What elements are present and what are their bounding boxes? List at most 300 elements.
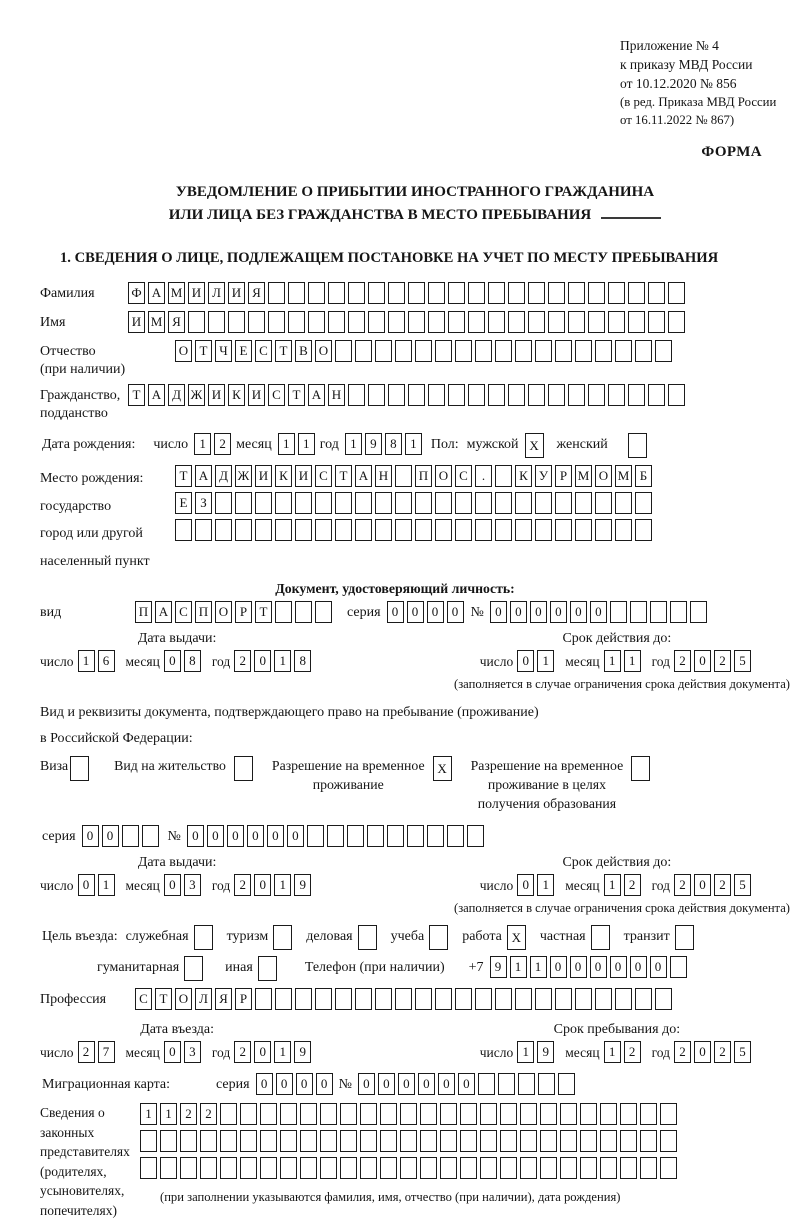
option-temp-residence-checkbox-cell[interactable]: X (433, 756, 452, 781)
surname-field-cell[interactable] (428, 282, 445, 304)
legal-reps-row1-cell[interactable] (440, 1103, 457, 1125)
legal-reps-row1-cell[interactable]: 1 (140, 1103, 157, 1125)
identity-issue-year-cell[interactable]: 2 (234, 650, 251, 672)
profession-field-cell[interactable] (615, 988, 632, 1010)
legal-reps-row3-cell[interactable] (300, 1157, 317, 1179)
residence-valid-month-cell[interactable]: 1 (604, 874, 621, 896)
doc-number-field-cell[interactable]: 0 (530, 601, 547, 623)
legal-reps-row2-cell[interactable] (440, 1130, 457, 1152)
birthplace-row2-cell[interactable] (475, 492, 492, 514)
birthplace-row3-cell[interactable] (575, 519, 592, 541)
entry-year-cell[interactable]: 2 (234, 1041, 251, 1063)
profession-field-cell[interactable]: Т (155, 988, 172, 1010)
doc-series-field-cell[interactable]: 0 (407, 601, 424, 623)
migration-series-field-cell[interactable]: 0 (316, 1073, 333, 1095)
name-field-cell[interactable] (588, 311, 605, 333)
option-visa-checkbox-cell[interactable] (70, 756, 89, 781)
identity-valid-day-cell[interactable]: 1 (537, 650, 554, 672)
surname-field-cell[interactable] (408, 282, 425, 304)
patronymic-field-cell[interactable]: Т (195, 340, 212, 362)
surname-field-cell[interactable] (488, 282, 505, 304)
profession-field-cell[interactable] (335, 988, 352, 1010)
birthplace-row2-cell[interactable] (255, 492, 272, 514)
surname-field-cell[interactable] (668, 282, 685, 304)
birthplace-row3-cell[interactable] (335, 519, 352, 541)
legal-reps-row3-cell[interactable] (180, 1157, 197, 1179)
identity-issue-month-cell[interactable]: 0 (164, 650, 181, 672)
patronymic-field-cell[interactable] (355, 340, 372, 362)
birthplace-row2-cell[interactable] (535, 492, 552, 514)
residence-number-field-cell[interactable]: 0 (267, 825, 284, 847)
doc-kind-field-cell[interactable]: А (155, 601, 172, 623)
profession-field-cell[interactable]: Л (195, 988, 212, 1010)
doc-kind-field-cell[interactable]: Р (235, 601, 252, 623)
legal-reps-row1-cell[interactable] (220, 1103, 237, 1125)
legal-reps-row1-cell[interactable]: 1 (160, 1103, 177, 1125)
birthplace-row3-cell[interactable] (595, 519, 612, 541)
residence-number-field-cell[interactable] (387, 825, 404, 847)
legal-reps-row3-cell[interactable] (480, 1157, 497, 1179)
residence-number-field-cell[interactable]: 0 (287, 825, 304, 847)
birthplace-row3-cell[interactable] (175, 519, 192, 541)
name-field-cell[interactable] (528, 311, 545, 333)
residence-number-field-cell[interactable] (367, 825, 384, 847)
legal-reps-row3-cell[interactable] (660, 1157, 677, 1179)
patronymic-field-cell[interactable]: О (315, 340, 332, 362)
legal-reps-row1-cell[interactable] (640, 1103, 657, 1125)
birthplace-row2-cell[interactable] (295, 492, 312, 514)
patronymic-field-cell[interactable]: Ч (215, 340, 232, 362)
name-field-cell[interactable] (388, 311, 405, 333)
surname-field-cell[interactable]: М (168, 282, 185, 304)
profession-field-cell[interactable] (435, 988, 452, 1010)
citizenship-field-cell[interactable] (528, 384, 545, 406)
residence-issue-year-cell[interactable]: 2 (234, 874, 251, 896)
birthplace-row3-cell[interactable] (255, 519, 272, 541)
citizenship-field-cell[interactable] (588, 384, 605, 406)
legal-reps-row3-cell[interactable] (460, 1157, 477, 1179)
legal-reps-row2-cell[interactable] (600, 1130, 617, 1152)
legal-reps-row2-cell[interactable] (500, 1130, 517, 1152)
legal-reps-row1-cell[interactable]: 2 (200, 1103, 217, 1125)
birthplace-row2-cell[interactable]: Е (175, 492, 192, 514)
residence-issue-year-cell[interactable]: 1 (274, 874, 291, 896)
residence-issue-month-cell[interactable]: 0 (164, 874, 181, 896)
legal-reps-row1-cell[interactable] (520, 1103, 537, 1125)
citizenship-field-cell[interactable] (448, 384, 465, 406)
entry-year-cell[interactable]: 9 (294, 1041, 311, 1063)
name-field-cell[interactable] (248, 311, 265, 333)
name-field-cell[interactable] (568, 311, 585, 333)
doc-kind-field-cell[interactable]: П (195, 601, 212, 623)
birthplace-row1-cell[interactable]: М (575, 465, 592, 487)
birthplace-row1-cell[interactable]: А (195, 465, 212, 487)
legal-reps-row1-cell[interactable] (620, 1103, 637, 1125)
patronymic-field-cell[interactable] (495, 340, 512, 362)
name-field-cell[interactable] (668, 311, 685, 333)
legal-reps-row2-cell[interactable] (200, 1130, 217, 1152)
birthplace-row1-cell[interactable]: Б (635, 465, 652, 487)
patronymic-field-cell[interactable]: Е (235, 340, 252, 362)
birthplace-row2-cell[interactable] (435, 492, 452, 514)
legal-reps-row3-cell[interactable] (640, 1157, 657, 1179)
residence-issue-day-cell[interactable]: 0 (78, 874, 95, 896)
migration-number-field-cell[interactable] (538, 1073, 555, 1095)
legal-reps-row3-cell[interactable] (540, 1157, 557, 1179)
birthplace-row2-cell[interactable] (375, 492, 392, 514)
residence-number-field-cell[interactable]: 0 (227, 825, 244, 847)
residence-valid-month-cell[interactable]: 2 (624, 874, 641, 896)
surname-field-cell[interactable] (328, 282, 345, 304)
surname-field-cell[interactable] (568, 282, 585, 304)
profession-field-cell[interactable] (315, 988, 332, 1010)
residence-valid-year-cell[interactable]: 0 (694, 874, 711, 896)
profession-field-cell[interactable] (595, 988, 612, 1010)
birthplace-row2-cell[interactable] (575, 492, 592, 514)
profession-field-cell[interactable] (395, 988, 412, 1010)
birthplace-row2-cell[interactable] (615, 492, 632, 514)
legal-reps-row3-cell[interactable] (360, 1157, 377, 1179)
migration-number-field-cell[interactable]: 0 (398, 1073, 415, 1095)
legal-reps-row3-cell[interactable] (500, 1157, 517, 1179)
purpose-private-checkbox-cell[interactable] (591, 925, 610, 950)
stay-day-cell[interactable]: 9 (537, 1041, 554, 1063)
citizenship-field-cell[interactable]: К (228, 384, 245, 406)
purpose-tourism-checkbox-cell[interactable] (273, 925, 292, 950)
legal-reps-row2-cell[interactable] (160, 1130, 177, 1152)
purpose-study-checkbox-cell[interactable] (429, 925, 448, 950)
name-field-cell[interactable] (608, 311, 625, 333)
profession-field-cell[interactable] (475, 988, 492, 1010)
purpose-business-checkbox-cell[interactable] (358, 925, 377, 950)
birthplace-row1-cell[interactable]: Р (555, 465, 572, 487)
name-field-cell[interactable] (268, 311, 285, 333)
citizenship-field-cell[interactable]: Д (168, 384, 185, 406)
entry-month-cell[interactable]: 0 (164, 1041, 181, 1063)
stay-month-cell[interactable]: 2 (624, 1041, 641, 1063)
birthplace-row1-cell[interactable]: И (255, 465, 272, 487)
birthplace-row2-cell[interactable] (635, 492, 652, 514)
profession-field-cell[interactable] (635, 988, 652, 1010)
residence-number-field-cell[interactable]: 0 (187, 825, 204, 847)
patronymic-field-cell[interactable] (435, 340, 452, 362)
doc-series-field-cell[interactable]: 0 (387, 601, 404, 623)
name-field-cell[interactable] (368, 311, 385, 333)
purpose-humanitarian-checkbox-cell[interactable] (184, 956, 203, 981)
residence-issue-year-cell[interactable]: 0 (254, 874, 271, 896)
migration-number-field-cell[interactable]: 0 (458, 1073, 475, 1095)
profession-field-cell[interactable] (575, 988, 592, 1010)
birthplace-row2-cell[interactable] (495, 492, 512, 514)
legal-reps-row2-cell[interactable] (640, 1130, 657, 1152)
citizenship-field-cell[interactable] (488, 384, 505, 406)
residence-series-field-cell[interactable]: 0 (102, 825, 119, 847)
legal-reps-row1-cell[interactable] (280, 1103, 297, 1125)
birthplace-row1-cell[interactable]: И (295, 465, 312, 487)
legal-reps-row1-cell[interactable] (420, 1103, 437, 1125)
birthplace-row2-cell[interactable] (415, 492, 432, 514)
birthplace-row2-cell[interactable] (455, 492, 472, 514)
residence-number-field-cell[interactable] (467, 825, 484, 847)
migration-series-field-cell[interactable]: 0 (256, 1073, 273, 1095)
birthplace-row3-cell[interactable] (415, 519, 432, 541)
migration-number-field-cell[interactable] (498, 1073, 515, 1095)
birthplace-row3-cell[interactable] (495, 519, 512, 541)
legal-reps-row3-cell[interactable] (380, 1157, 397, 1179)
migration-number-field-cell[interactable] (558, 1073, 575, 1095)
doc-number-field-cell[interactable] (630, 601, 647, 623)
doc-number-field-cell[interactable]: 0 (590, 601, 607, 623)
doc-number-field-cell[interactable]: 0 (510, 601, 527, 623)
legal-reps-row1-cell[interactable] (480, 1103, 497, 1125)
surname-field-cell[interactable] (508, 282, 525, 304)
doc-series-field-cell[interactable]: 0 (427, 601, 444, 623)
citizenship-field-cell[interactable] (648, 384, 665, 406)
patronymic-field-cell[interactable] (655, 340, 672, 362)
birthplace-row2-cell[interactable] (515, 492, 532, 514)
name-field-cell[interactable] (488, 311, 505, 333)
patronymic-field-cell[interactable] (455, 340, 472, 362)
migration-number-field-cell[interactable]: 0 (358, 1073, 375, 1095)
surname-field-cell[interactable] (628, 282, 645, 304)
legal-reps-row2-cell[interactable] (520, 1130, 537, 1152)
birthplace-row2-cell[interactable] (235, 492, 252, 514)
doc-number-field-cell[interactable] (670, 601, 687, 623)
surname-field-cell[interactable]: А (148, 282, 165, 304)
birthdate-day-cell[interactable]: 2 (214, 433, 231, 455)
citizenship-field-cell[interactable] (388, 384, 405, 406)
birthplace-row1-cell[interactable] (495, 465, 512, 487)
identity-valid-day-cell[interactable]: 0 (517, 650, 534, 672)
residence-series-field-cell[interactable]: 0 (82, 825, 99, 847)
identity-issue-day-cell[interactable]: 1 (78, 650, 95, 672)
purpose-other-checkbox-cell[interactable] (258, 956, 277, 981)
surname-field-cell[interactable] (368, 282, 385, 304)
residence-number-field-cell[interactable] (307, 825, 324, 847)
birthplace-row2-cell[interactable]: З (195, 492, 212, 514)
legal-reps-row1-cell[interactable]: 2 (180, 1103, 197, 1125)
residence-valid-day-cell[interactable]: 1 (537, 874, 554, 896)
migration-number-field-cell[interactable] (478, 1073, 495, 1095)
entry-month-cell[interactable]: 3 (184, 1041, 201, 1063)
migration-number-field-cell[interactable]: 0 (378, 1073, 395, 1095)
surname-field-cell[interactable] (588, 282, 605, 304)
entry-day-cell[interactable]: 7 (98, 1041, 115, 1063)
surname-field-cell[interactable] (268, 282, 285, 304)
entry-year-cell[interactable]: 0 (254, 1041, 271, 1063)
birthplace-row3-cell[interactable] (615, 519, 632, 541)
name-field-cell[interactable] (468, 311, 485, 333)
phone-field-cell[interactable]: 1 (530, 956, 547, 978)
birthplace-row1-cell[interactable]: С (315, 465, 332, 487)
legal-reps-row1-cell[interactable] (260, 1103, 277, 1125)
citizenship-field-cell[interactable]: А (148, 384, 165, 406)
entry-year-cell[interactable]: 1 (274, 1041, 291, 1063)
birthplace-row3-cell[interactable] (555, 519, 572, 541)
legal-reps-row2-cell[interactable] (580, 1130, 597, 1152)
birthplace-row2-cell[interactable] (555, 492, 572, 514)
residence-number-field-cell[interactable] (407, 825, 424, 847)
option-residence-permit-checkbox-cell[interactable] (234, 756, 253, 781)
migration-number-field-cell[interactable]: 0 (438, 1073, 455, 1095)
phone-field-cell[interactable]: 0 (630, 956, 647, 978)
birthplace-row1-cell[interactable]: Т (175, 465, 192, 487)
doc-kind-field-cell[interactable]: О (215, 601, 232, 623)
doc-number-field-cell[interactable] (610, 601, 627, 623)
surname-field-cell[interactable] (448, 282, 465, 304)
identity-valid-year-cell[interactable]: 2 (674, 650, 691, 672)
citizenship-field-cell[interactable]: И (248, 384, 265, 406)
surname-field-cell[interactable] (528, 282, 545, 304)
birthplace-row1-cell[interactable]: Ж (235, 465, 252, 487)
citizenship-field-cell[interactable] (408, 384, 425, 406)
legal-reps-row2-cell[interactable] (660, 1130, 677, 1152)
name-field-cell[interactable] (408, 311, 425, 333)
name-field-cell[interactable]: И (128, 311, 145, 333)
patronymic-field-cell[interactable] (595, 340, 612, 362)
patronymic-field-cell[interactable] (615, 340, 632, 362)
stay-year-cell[interactable]: 2 (674, 1041, 691, 1063)
identity-issue-month-cell[interactable]: 8 (184, 650, 201, 672)
legal-reps-row3-cell[interactable] (400, 1157, 417, 1179)
phone-field-cell[interactable] (670, 956, 687, 978)
surname-field-cell[interactable]: И (228, 282, 245, 304)
legal-reps-row3-cell[interactable] (420, 1157, 437, 1179)
patronymic-field-cell[interactable]: Т (275, 340, 292, 362)
legal-reps-row2-cell[interactable] (380, 1130, 397, 1152)
surname-field-cell[interactable] (348, 282, 365, 304)
patronymic-field-cell[interactable] (415, 340, 432, 362)
legal-reps-row3-cell[interactable] (340, 1157, 357, 1179)
patronymic-field-cell[interactable] (335, 340, 352, 362)
name-field-cell[interactable]: Я (168, 311, 185, 333)
legal-reps-row1-cell[interactable] (320, 1103, 337, 1125)
profession-field-cell[interactable] (415, 988, 432, 1010)
birthdate-month-cell[interactable]: 1 (298, 433, 315, 455)
profession-field-cell[interactable] (355, 988, 372, 1010)
birthplace-row2-cell[interactable] (315, 492, 332, 514)
legal-reps-row2-cell[interactable] (240, 1130, 257, 1152)
legal-reps-row3-cell[interactable] (200, 1157, 217, 1179)
doc-number-field-cell[interactable] (650, 601, 667, 623)
residence-valid-year-cell[interactable]: 2 (714, 874, 731, 896)
doc-kind-field-cell[interactable]: П (135, 601, 152, 623)
birthplace-row3-cell[interactable] (295, 519, 312, 541)
name-field-cell[interactable] (328, 311, 345, 333)
legal-reps-row1-cell[interactable] (560, 1103, 577, 1125)
stay-year-cell[interactable]: 0 (694, 1041, 711, 1063)
patronymic-field-cell[interactable]: В (295, 340, 312, 362)
citizenship-field-cell[interactable] (548, 384, 565, 406)
surname-field-cell[interactable] (648, 282, 665, 304)
birthplace-row3-cell[interactable] (355, 519, 372, 541)
legal-reps-row3-cell[interactable] (580, 1157, 597, 1179)
surname-field-cell[interactable]: Ф (128, 282, 145, 304)
birthplace-row1-cell[interactable]: Д (215, 465, 232, 487)
birthplace-row2-cell[interactable] (275, 492, 292, 514)
legal-reps-row2-cell[interactable] (180, 1130, 197, 1152)
legal-reps-row2-cell[interactable] (540, 1130, 557, 1152)
birthplace-row3-cell[interactable] (455, 519, 472, 541)
patronymic-field-cell[interactable] (575, 340, 592, 362)
citizenship-field-cell[interactable]: Т (288, 384, 305, 406)
surname-field-cell[interactable]: Л (208, 282, 225, 304)
patronymic-field-cell[interactable] (535, 340, 552, 362)
profession-field-cell[interactable] (535, 988, 552, 1010)
surname-field-cell[interactable] (608, 282, 625, 304)
birthplace-row3-cell[interactable] (515, 519, 532, 541)
birthplace-row2-cell[interactable] (595, 492, 612, 514)
birthdate-year-cell[interactable]: 1 (345, 433, 362, 455)
birthplace-row1-cell[interactable]: К (275, 465, 292, 487)
patronymic-field-cell[interactable] (375, 340, 392, 362)
birthplace-row3-cell[interactable] (395, 519, 412, 541)
legal-reps-row2-cell[interactable] (480, 1130, 497, 1152)
name-field-cell[interactable] (288, 311, 305, 333)
identity-issue-day-cell[interactable]: 6 (98, 650, 115, 672)
profession-field-cell[interactable] (515, 988, 532, 1010)
legal-reps-row1-cell[interactable] (240, 1103, 257, 1125)
birthplace-row3-cell[interactable] (235, 519, 252, 541)
name-field-cell[interactable] (228, 311, 245, 333)
name-field-cell[interactable] (348, 311, 365, 333)
entry-day-cell[interactable]: 2 (78, 1041, 95, 1063)
birthdate-year-cell[interactable]: 1 (405, 433, 422, 455)
patronymic-field-cell[interactable] (475, 340, 492, 362)
birthplace-row3-cell[interactable] (195, 519, 212, 541)
birthplace-row3-cell[interactable] (435, 519, 452, 541)
legal-reps-row2-cell[interactable] (280, 1130, 297, 1152)
legal-reps-row3-cell[interactable] (260, 1157, 277, 1179)
surname-field-cell[interactable] (468, 282, 485, 304)
profession-field-cell[interactable] (295, 988, 312, 1010)
stay-year-cell[interactable]: 5 (734, 1041, 751, 1063)
patronymic-field-cell[interactable]: С (255, 340, 272, 362)
birthplace-row1-cell[interactable]: А (355, 465, 372, 487)
residence-valid-year-cell[interactable]: 5 (734, 874, 751, 896)
birthdate-month-cell[interactable]: 1 (278, 433, 295, 455)
legal-reps-row1-cell[interactable] (340, 1103, 357, 1125)
citizenship-field-cell[interactable] (628, 384, 645, 406)
residence-number-field-cell[interactable] (347, 825, 364, 847)
option-temp-residence-education-checkbox-cell[interactable] (631, 756, 650, 781)
legal-reps-row1-cell[interactable] (580, 1103, 597, 1125)
residence-issue-month-cell[interactable]: 3 (184, 874, 201, 896)
birthplace-row1-cell[interactable]: Н (375, 465, 392, 487)
citizenship-field-cell[interactable] (608, 384, 625, 406)
phone-field-cell[interactable]: 0 (610, 956, 627, 978)
legal-reps-row3-cell[interactable] (440, 1157, 457, 1179)
legal-reps-row1-cell[interactable] (460, 1103, 477, 1125)
legal-reps-row3-cell[interactable] (160, 1157, 177, 1179)
birthplace-row2-cell[interactable] (215, 492, 232, 514)
profession-field-cell[interactable]: Р (235, 988, 252, 1010)
residence-valid-day-cell[interactable]: 0 (517, 874, 534, 896)
migration-series-field-cell[interactable]: 0 (276, 1073, 293, 1095)
name-field-cell[interactable]: М (148, 311, 165, 333)
name-field-cell[interactable] (428, 311, 445, 333)
legal-reps-row1-cell[interactable] (660, 1103, 677, 1125)
surname-field-cell[interactable] (548, 282, 565, 304)
birthplace-row1-cell[interactable]: С (455, 465, 472, 487)
surname-field-cell[interactable]: Я (248, 282, 265, 304)
phone-field-cell[interactable]: 9 (490, 956, 507, 978)
birthdate-day-cell[interactable]: 1 (194, 433, 211, 455)
profession-field-cell[interactable] (555, 988, 572, 1010)
legal-reps-row1-cell[interactable] (600, 1103, 617, 1125)
surname-field-cell[interactable] (388, 282, 405, 304)
legal-reps-row2-cell[interactable] (420, 1130, 437, 1152)
